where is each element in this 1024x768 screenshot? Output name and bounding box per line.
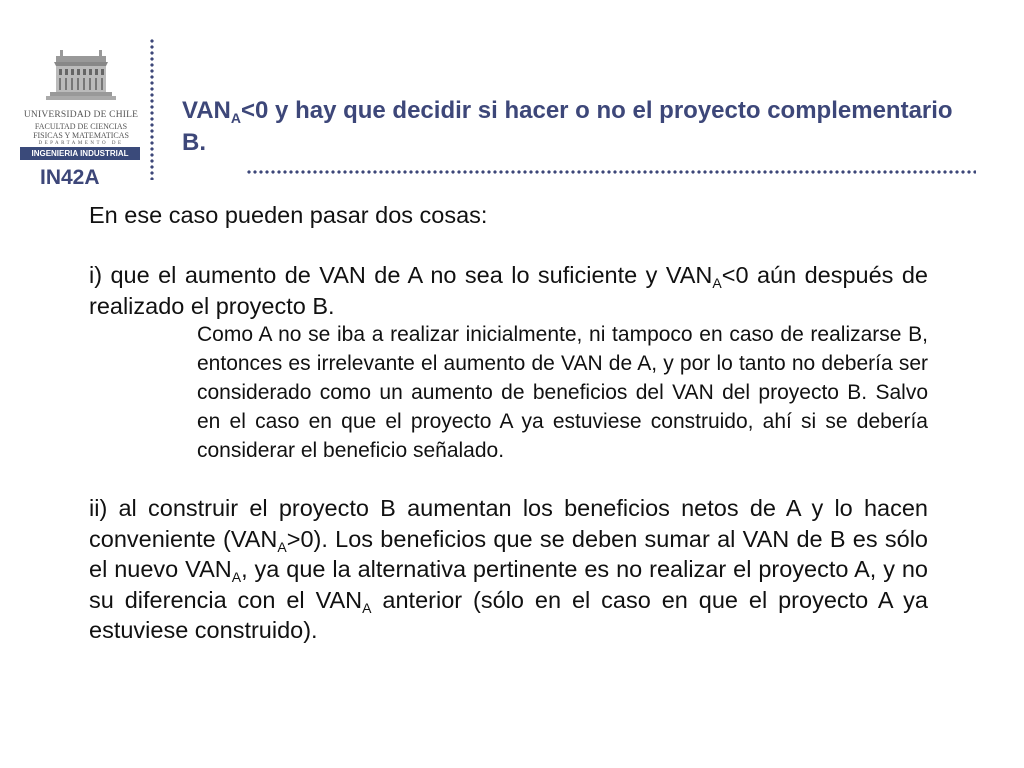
faculty-line-1: FACULTAD DE CIENCIAS [34, 122, 128, 131]
faculty-line-2: FISICAS Y MATEMATICAS [33, 131, 129, 140]
slide-title: $VAN_A<0$ y hay que decidir si hacer o no el proyecto complementario B. [182, 97, 953, 156]
program-band: INGENIERIA INDUSTRIAL [20, 147, 140, 160]
case-ii-paragraph: ii) al construir el proyecto B aumentan los beneficios netos de A y lo hacen conveniente $(VAN_A>0)$. Los beneficios que se deben sumar al VAN de B es sólo el nuevo $VAN_A$, ya que la alternativa pertinente es no realizar el proyecto A, y no su diferencia con el $VAN_A$ anterior (sólo en el caso en que el proyecto A ya estuviese construido). [89, 495, 929, 643]
intro-paragraph: En ese caso pueden pasar dos cosas: [89, 202, 488, 228]
university-name: UNIVERSIDAD DE CHILE [23, 110, 139, 120]
case-i-explanation: Como A no se iba a realizar inicialmente, ni tampoco en caso de realizarse B, entonces es irrelevante el aumento de VAN de A, y por lo tanto no debería ser considerado como un aumento de beneficios del VAN del proyecto B. Salvo en el caso en que el proyecto A ya estuviese construido, ahí si se debería considerar el beneficio señalado. [197, 323, 928, 462]
case-i-paragraph: i) que el aumento de VAN de A no sea lo suficiente y $VAN_A<0$ aún después de realizado el proyecto B. [89, 262, 928, 319]
course-code: IN42A [40, 166, 100, 189]
university-building-icon [20, 50, 142, 108]
vertical-dotted-divider [150, 38, 154, 180]
horizontal-dotted-divider [246, 170, 976, 174]
department-label: DEPARTAMENTO DE [38, 141, 124, 146]
